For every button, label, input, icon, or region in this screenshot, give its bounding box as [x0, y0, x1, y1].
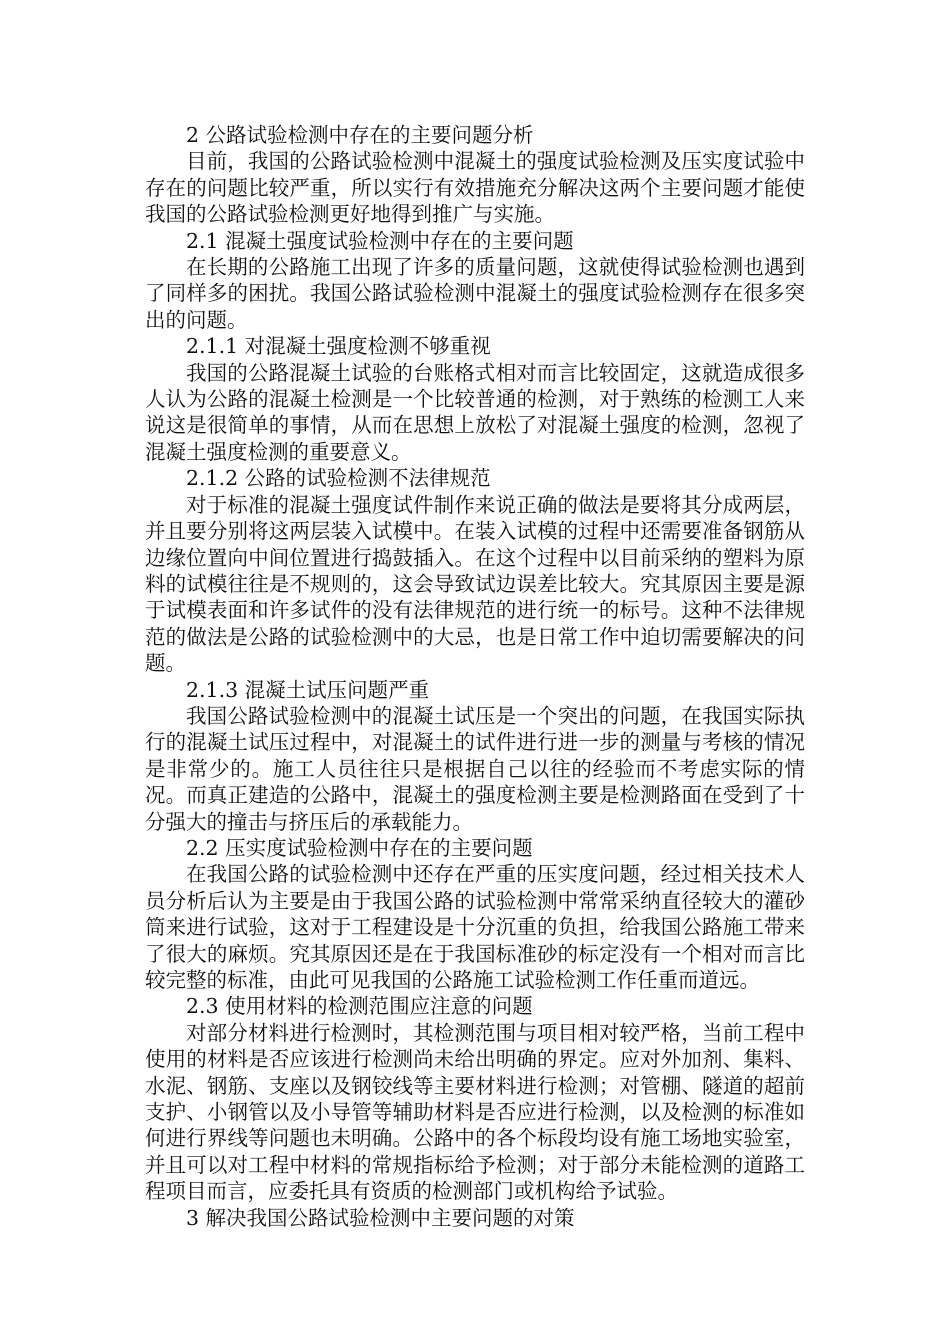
paragraph: 在我国公路的试验检测中还存在严重的压实度问题，经过相关技术人员分析后认为主要是由于我国公路的试验检测中常常采纳直径较大的灌砂筒来进行试验，这对于工程建设是十分沉重的负担，给我国公路施工带来了很大的麻烦。究其原因还是在于我国标准砂的标定没有一个相对而言比较完整的标准，由此可见我国的公路施工试验检测工作任重而道远。	[145, 862, 805, 992]
section-heading: 2.1.3 混凝土试压问题严重	[186, 677, 430, 702]
paragraph: 我国的公路混凝土试验的台账格式相对而言比较固定，这就造成很多人认为公路的混凝土检测是一个比较普通的检测，对于熟练的检测工人来说这是很简单的事情，从而在思想上放松了对混凝土强度的检测，忽视了混凝土强度检测的重要意义。	[145, 360, 805, 464]
section-heading: 2.3 使用材料的检测范围应注意的问题	[186, 994, 533, 1019]
section-heading: 2.1.1 对混凝土强度检测不够重视	[186, 334, 491, 359]
document-body	[145, 122, 805, 1231]
paragraph: 目前，我国的公路试验检测中混凝土的强度试验检测及压实度试验中存在的问题比较严重，所以实行有效措施充分解决这两个主要问题才能使我国的公路试验检测更好地得到推广与实施。	[145, 149, 805, 227]
section-heading: 2 公路试验检测中存在的主要问题分析	[186, 123, 534, 147]
section-heading: 2.1 混凝土强度试验检测中存在的主要问题	[186, 228, 574, 253]
section-heading: 2.2 压实度试验检测中存在的主要问题	[186, 835, 533, 860]
section-heading: 2.1.2 公路的试验检测不法律规范	[186, 466, 491, 491]
paragraph: 对部分材料进行检测时，其检测范围与项目相对较严格，当前工程中使用的材料是否应该进行检测尚未给出明确的界定。应对外加剂、集料、水泥、钢筋、支座以及钢铰线等主要材料进行检测；对管棚、隧道的超前支护、小钢管以及小导管等辅助材料是否应进行检测，以及检测的标准如何进行界线等问题也未明确。公路中的各个标段均设有施工场地实验室，并且可以对工程中材料的常规指标给予检测；对于部分未能检测的道路工程项目而言，应委托具有资质的检测部门或机构给予试验。	[145, 1020, 805, 1204]
paragraph: 对于标准的混凝土强度试件制作来说正确的做法是要将其分成两层，并且要分别将这两层装入试模中。在装入试模的过程中还需要准备钢筋从边缘位置向中间位置进行捣鼓插入。在这个过程中以目前采纳的塑料为原料的试模往往是不规则的，这会导致试边误差比较大。究其原因主要是源于试模表面和许多试件的没有法律规范的进行统一的标号。这种不法律规范的做法是公路的试验检测中的大忌，也是日常工作中迫切需要解决的问题。	[145, 492, 805, 676]
section-heading: 3 解决我国公路试验检测中主要问题的对策	[186, 1205, 575, 1230]
paragraph: 在长期的公路施工出现了许多的质量问题，这就使得试验检测也遇到了同样多的困扰。我国公路试验检测中混凝土的强度试验检测存在很多突出的问题。	[145, 255, 805, 332]
paragraph: 我国公路试验检测中的混凝土试压是一个突出的问题，在我国实际执行的混凝土试压过程中，对混凝土的试件进行进一步的测量与考核的情况是非常少的。施工人员往往只是根据自己以往的经验而不考虑实际的情况。而真正建造的公路中，混凝土的强度检测主要是检测路面在受到了十分强大的撞击与挤压后的承载能力。	[145, 703, 805, 834]
